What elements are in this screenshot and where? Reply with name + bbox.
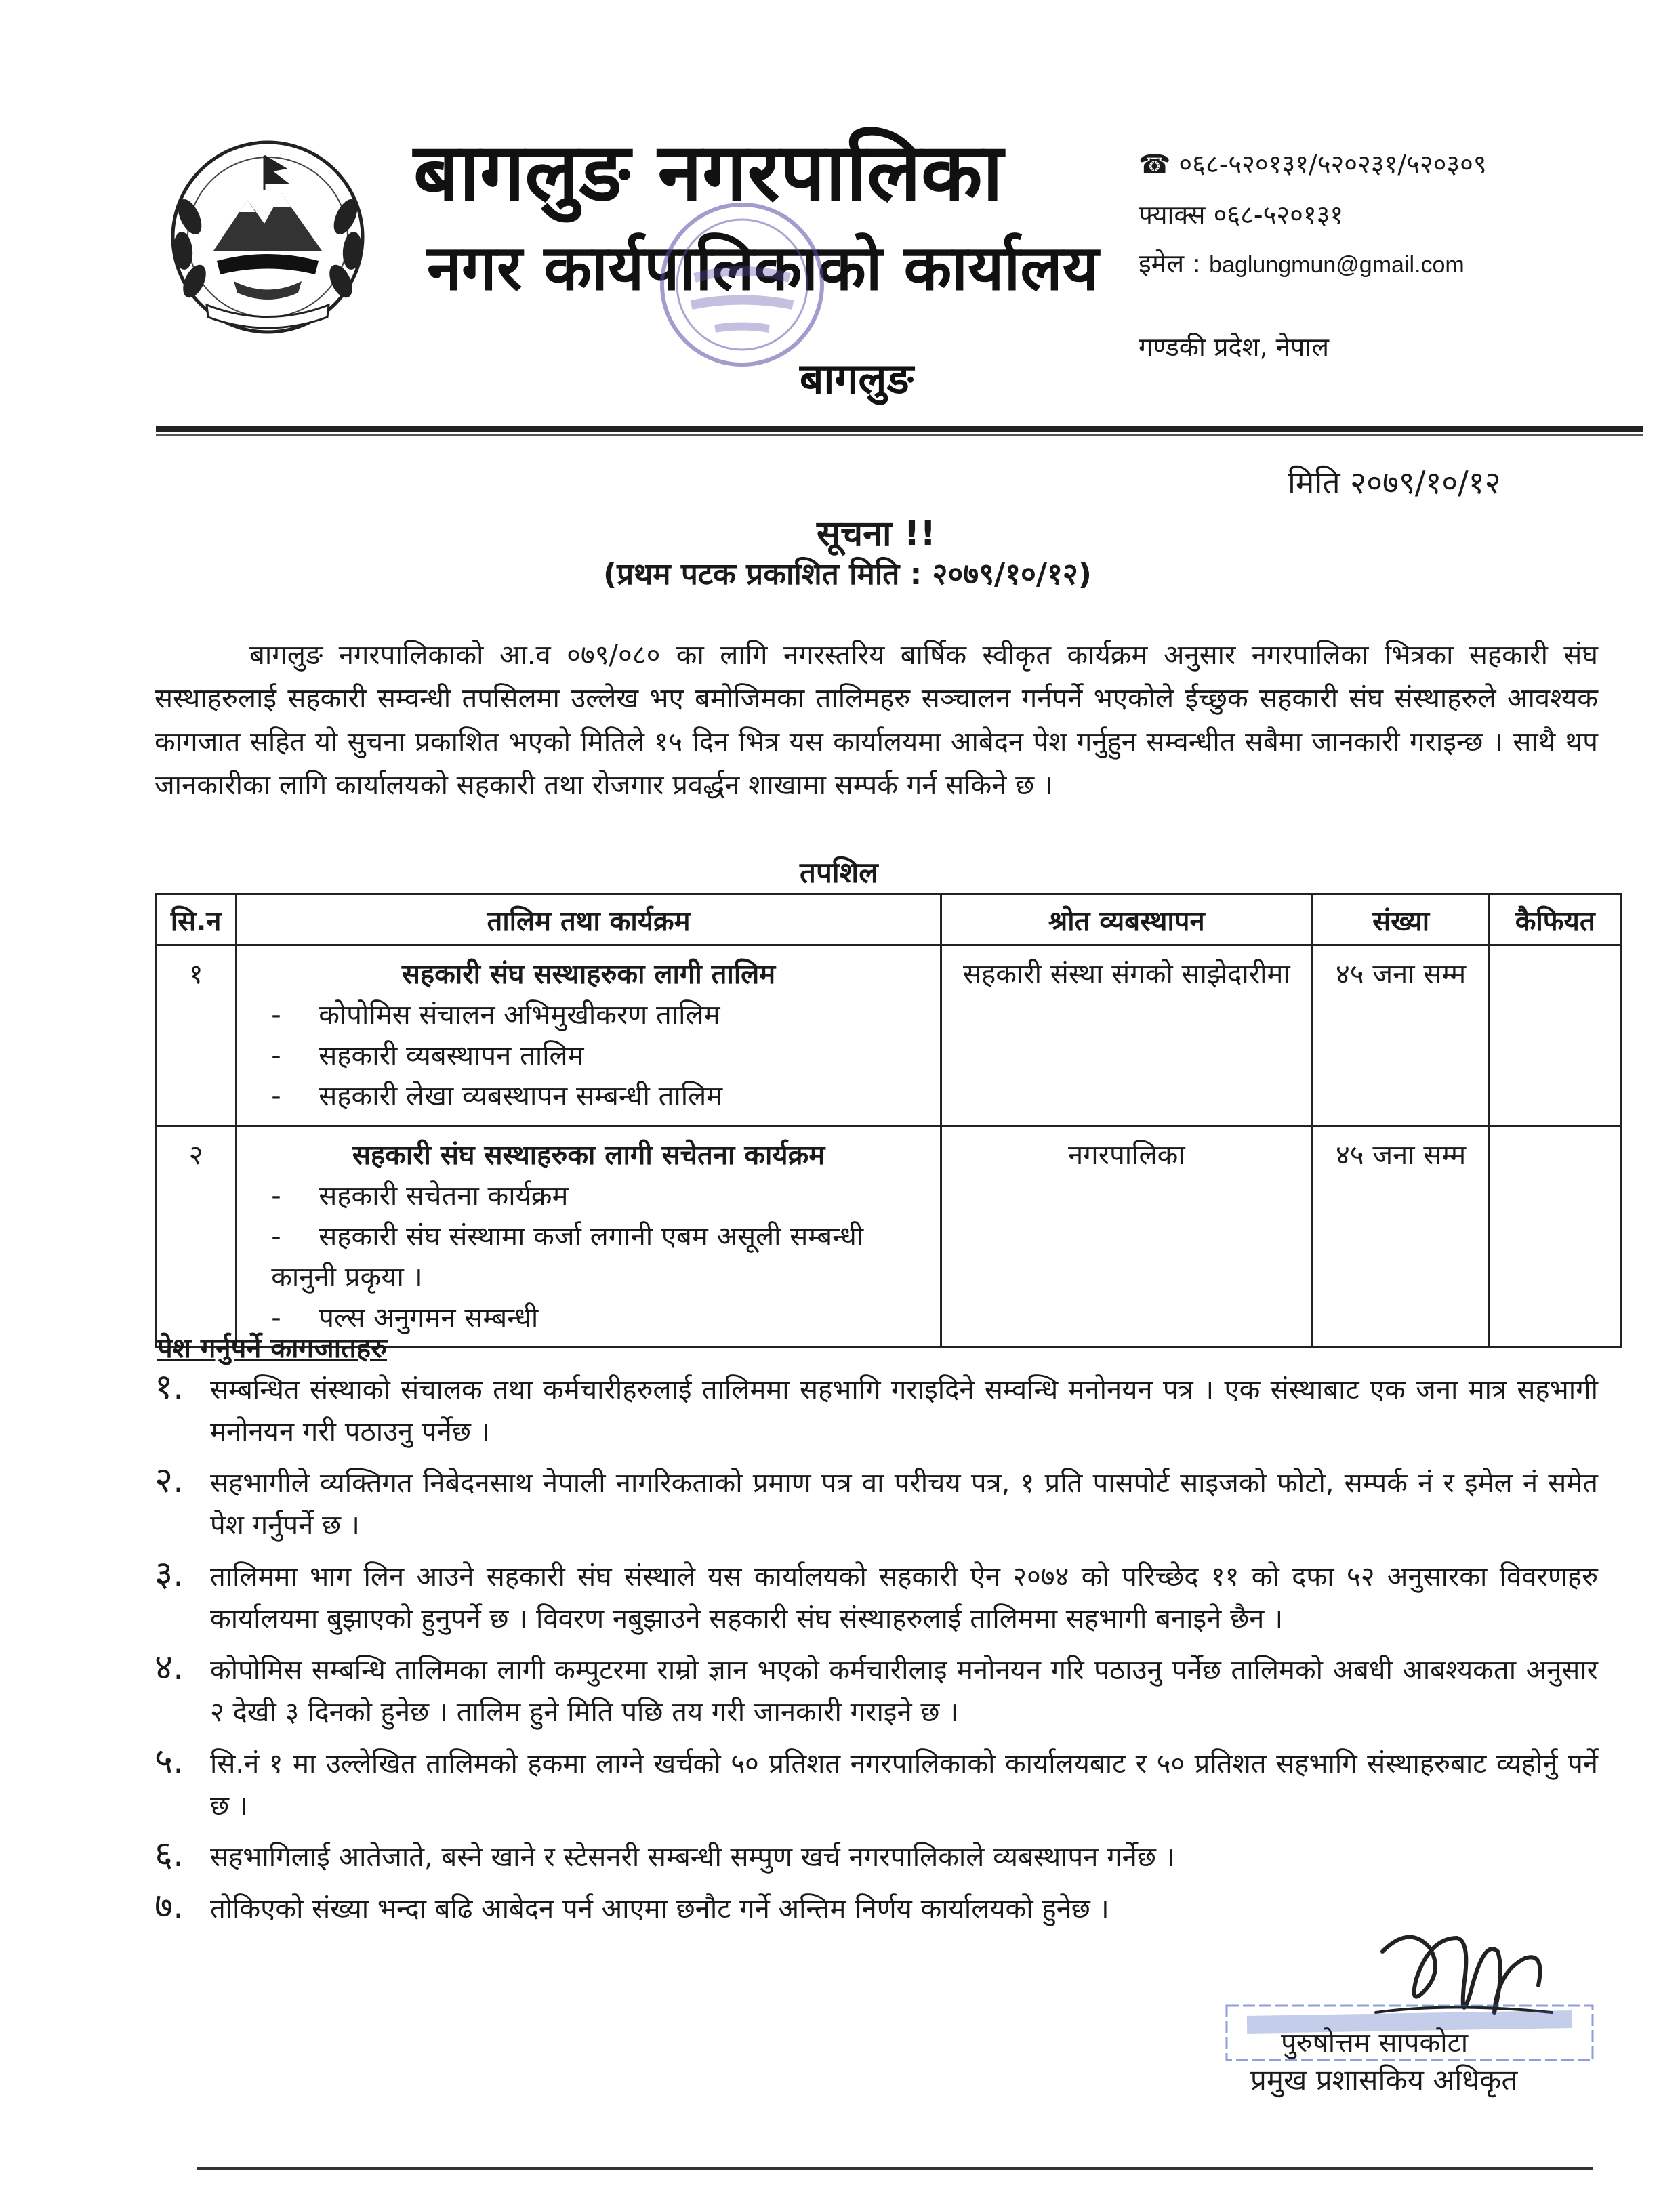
row-count: ४५ जना सम्म	[1312, 945, 1490, 1126]
program-item: - सहकारी व्यबस्थापन तालिम	[271, 1040, 584, 1071]
table-row	[156, 1126, 1621, 1348]
province-address: गण्डकी प्रदेश, नेपाल	[1139, 332, 1329, 362]
list-item-number: १.	[155, 1367, 184, 1407]
nepal-government-emblem	[152, 136, 383, 339]
header-remarks: कैफियत	[1490, 894, 1621, 945]
list-item	[155, 1556, 1598, 1640]
header-source: श्रोत व्यबस्थापन	[941, 894, 1312, 945]
office-round-stamp	[654, 197, 830, 373]
list-item	[155, 1369, 1598, 1453]
list-item	[155, 1462, 1598, 1546]
row-serial: १	[156, 945, 237, 1126]
list-item-number: ७.	[155, 1886, 184, 1926]
email-label: इमेल :	[1139, 249, 1202, 278]
row-program	[237, 1126, 941, 1348]
organization-name: बागलुङ नगरपालिका	[413, 125, 1004, 219]
row-source: नगरपालिका	[941, 1126, 1312, 1348]
row-program	[237, 945, 941, 1126]
program-title: सहकारी संघ सस्थाहरुका लागी तालिम	[401, 959, 776, 990]
program-item: - सहकारी संघ संस्थामा कर्जा लगानी एबम असूली सम्बन्धी कानुनी प्रकृया ।	[271, 1221, 864, 1293]
row-remarks	[1490, 945, 1621, 1126]
header-serial: सि.न	[156, 894, 237, 945]
footer-divider	[197, 2167, 1593, 2170]
header-divider-thin	[156, 434, 1643, 436]
list-item-text: सि.नं १ मा उल्लेखित तालिमको हकमा लाग्ने खर्चको ५० प्रतिशत नगरपालिकाको कार्यालयबाट र ५० प्रतिशत सहभागि संस्थाहरुबाट व्यहोर्नु पर्ने छ ।	[210, 1748, 1598, 1821]
header-count: संख्या	[1312, 894, 1490, 945]
first-publication-date: (प्रथम पटक प्रकाशित मिति : २०७९/१०/१२)	[603, 557, 1092, 592]
header-program: तालिम तथा कार्यक्रम	[237, 894, 941, 945]
row-serial: २	[156, 1126, 237, 1348]
program-item: - पल्स अनुगमन सम्बन्धी	[271, 1302, 539, 1334]
required-documents-heading: पेश गर्नुपर्ने कागजातहरु	[157, 1333, 388, 1364]
list-item-text: कोपोमिस सम्बन्धि तालिमका लागी कम्पुटरमा राम्रो ज्ञान भएको कर्मचारीलाइ मनोनयन गरि पठाउनु पर्नेछ तालिमको अबधी आबश्यकता अनुसार २ देखी ३ दिनको हुनेछ । तालिम हुने मिति पछि तय गरी जानकारी गराइने छ ।	[210, 1655, 1598, 1728]
list-item-number: २.	[155, 1460, 184, 1501]
signatory-name: पुरुषोत्तम सापकोटा	[1281, 2027, 1469, 2059]
table-header-row	[156, 894, 1621, 945]
list-item-text: तालिममा भाग लिन आउने सहकारी संघ संस्थाले यस कार्यालयको सहकारी ऐन २०७४ को परिच्छेद ११ को दफा ५२ अनुसारका विवरणहरु कार्यालयमा बुझाएको हुनुपर्ने छ । विवरण नबुझाउने सहकारी संघ संस्थाहरुलाई तालिममा सहभागी बनाइने छैन ।	[210, 1561, 1598, 1634]
email-address: baglungmun@gmail.com	[1209, 252, 1464, 278]
header-divider	[156, 426, 1643, 432]
list-item-text: तोकिएको संख्या भन्दा बढि आबेदन पर्न आएमा छनौट गर्ने अन्तिम निर्णय कार्यालयको हुनेछ ।	[210, 1893, 1109, 1924]
office-name: नगर कार्यपालिकाको कार्यालय	[427, 232, 1099, 304]
fax-number: फ्याक्स ०६८-५२०१३१	[1139, 200, 1344, 230]
office-location: बागलुङ	[800, 354, 914, 403]
program-item: - सहकारी सचेतना कार्यक्रम	[271, 1180, 569, 1212]
email-line	[1139, 245, 1464, 281]
list-item-number: ३.	[155, 1554, 184, 1594]
list-item-text: सहभागिलाई आतेजाते, बस्ने खाने र स्टेसनरी सम्बन्धी सम्पुण खर्च नगरपालिकाले व्यबस्थापन गर्नेछ ।	[210, 1842, 1175, 1873]
list-item-text: सम्बन्धित संस्थाको संचालक तथा कर्मचारीहरुलाई तालिममा सहभागि गराइदिने सम्वन्धि मनोनयन पत्र । एक संस्थाबाट एक जना मात्र सहभागी मनोनयन गरी पठाउनु पर्नेछ ।	[210, 1374, 1598, 1447]
notice-date: मिति २०७९/१०/१२	[1288, 464, 1501, 501]
notice-title: सूचना !!	[817, 514, 937, 554]
signatory-title: प्रमुख प्रशासकिय अधिकृत	[1250, 2063, 1518, 2097]
phone-numbers: ☎ ०६८-५२०१३१/५२०२३१/५२०३०९	[1139, 149, 1487, 179]
table-row	[156, 945, 1621, 1126]
row-source: सहकारी संस्था संगको साझेदारीमा	[941, 945, 1312, 1126]
list-item-number: ५.	[155, 1741, 184, 1781]
table-caption: तपशिल	[800, 856, 878, 889]
notice-body: बागलुङ नगरपालिकाको आ.व ०७९/०८० का लागि नगरस्तरिय बार्षिक स्वीकृत कार्यक्रम अनुसार नगरपालिका भित्रका सहकारी संघ सस्थाहरुलाई सहकारी सम्वन्धी तपसिलमा उल्लेख भए बमोजिमका तालिमहरु सञ्चालन गर्नपर्ने भएकोले ईच्छुक सहकारी संघ संस्थाहरुले आवश्यक कागजात सहित यो सुचना प्रकाशित भएको मितिले १५ दिन भित्र यस कार्यालयमा आबेदन पेश गर्नुहुन सम्वन्धीत सबैमा जानकारी गराइन्छ । साथै थप जानकारीका लागि कार्यालयको सहकारी तथा रोजगार प्रवर्द्धन शाखामा सम्पर्क गर्न सकिने छ ।	[155, 640, 1598, 801]
list-item	[155, 1743, 1598, 1827]
list-item	[155, 1649, 1598, 1733]
list-item-text: सहभागीले व्यक्तिगत निबेदनसाथ नेपाली नागरिकताको प्रमाण पत्र वा परीचय पत्र, १ प्रति पासपोर्ट साइजको फोटो, सम्पर्क नं र इमेल नं समेत पेश गर्नुपर्ने छ ।	[210, 1468, 1598, 1541]
program-item: - सहकारी लेखा व्यबस्थापन सम्बन्धी तालिम	[271, 1081, 723, 1112]
row-count: ४५ जना सम्म	[1312, 1126, 1490, 1348]
program-item: - कोपोमिस संचालन अभिमुखीकरण तालिम	[271, 999, 720, 1031]
required-documents-list	[155, 1369, 1598, 1939]
list-item-number: ६.	[155, 1834, 184, 1875]
list-item-number: ४.	[155, 1647, 184, 1688]
row-remarks	[1490, 1126, 1621, 1348]
training-schedule-table	[155, 893, 1622, 1348]
program-title: सहकारी संघ सस्थाहरुका लागी सचेतना कार्यक्रम	[352, 1140, 825, 1171]
list-item	[155, 1836, 1598, 1878]
